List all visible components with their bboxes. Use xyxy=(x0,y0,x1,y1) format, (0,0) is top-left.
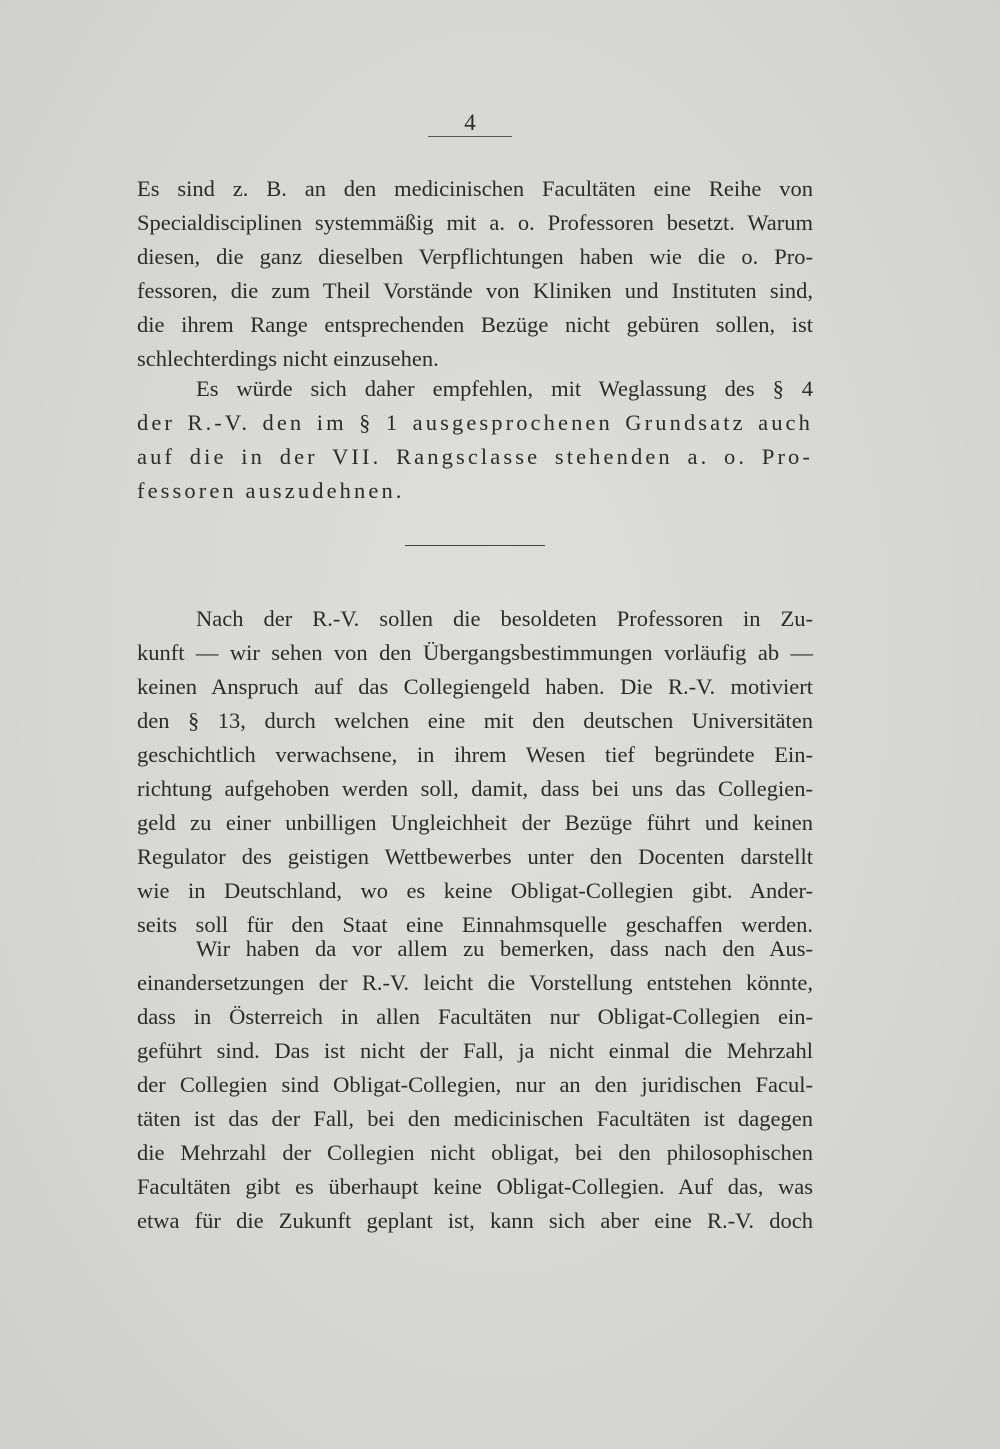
text-line: keinen Anspruch auf das Collegiengeld haben. Die R.-V. motiviert xyxy=(137,674,813,699)
text-line: richtung aufgehoben werden soll, damit, dass bei uns das Collegien- xyxy=(137,776,813,801)
text-line: seits soll für den Staat eine Einnahmsquelle geschaffen werden. xyxy=(137,912,813,937)
text-line: Es würde sich daher empfehlen, mit Weglassung des § 4 xyxy=(196,376,813,401)
text-line: diesen, die ganz dieselben Verpflichtungen haben wie die o. Pro- xyxy=(137,244,813,269)
page-number: 4 xyxy=(464,110,476,135)
text-line-spaced: der R.-V. den im § 1 ausgesprochenen Grundsatz auch xyxy=(137,410,813,435)
text-line-spaced: fessoren auszudehnen. xyxy=(137,478,405,503)
page-number-rule xyxy=(428,136,512,137)
text-line: Wir haben da vor allem zu bemerken, dass nach den Aus- xyxy=(196,936,813,961)
text-line: Specialdisciplinen systemmäßig mit a. o. Professoren besetzt. Warum xyxy=(137,210,813,235)
text-line: täten ist das der Fall, bei den medicinischen Facultäten ist dagegen xyxy=(137,1106,813,1131)
text-line: geführt sind. Das ist nicht der Fall, ja nicht einmal die Mehrzahl xyxy=(137,1038,813,1063)
text-line: fessoren, die zum Theil Vorstände von Kliniken und Instituten sind, xyxy=(137,278,813,303)
text-line: Facultäten gibt es überhaupt keine Obligat-Collegien. Auf das, was xyxy=(137,1174,813,1199)
text-line: geld zu einer unbilligen Ungleichheit der Bezüge führt und keinen xyxy=(137,810,813,835)
text-line: schlechterdings nicht einzusehen. xyxy=(137,346,439,371)
text-line: dass in Österreich in allen Facultäten nur Obligat-Collegien ein- xyxy=(137,1004,813,1029)
text-line: Regulator des geistigen Wettbewerbes unter den Docenten darstellt xyxy=(137,844,813,869)
text-line: einandersetzungen der R.-V. leicht die Vorstellung entstehen könnte, xyxy=(137,970,813,995)
text-line: Nach der R.-V. sollen die besoldeten Professoren in Zu- xyxy=(196,606,813,631)
text-line: der Collegien sind Obligat-Collegien, nur an den juridischen Facul- xyxy=(137,1072,813,1097)
text-line: wie in Deutschland, wo es keine Obligat-Collegien gibt. Ander- xyxy=(137,878,813,903)
text-line: den § 13, durch welchen eine mit den deutschen Universitäten xyxy=(137,708,813,733)
text-line-spaced: auf die in der VII. Rangsclasse stehenden a. o. Pro- xyxy=(137,444,813,469)
text-line: die Mehrzahl der Collegien nicht obligat, bei den philosophischen xyxy=(137,1140,813,1165)
text-line: die ihrem Range entsprechenden Bezüge nicht gebüren sollen, ist xyxy=(137,312,813,337)
text-line: geschichtlich verwachsene, in ihrem Wesen tief begründete Ein- xyxy=(137,742,813,767)
text-line: Es sind z. B. an den medicinischen Facultäten eine Reihe von xyxy=(137,176,813,201)
text-line: kunft — wir sehen von den Übergangsbestimmungen vorläufig ab — xyxy=(137,640,813,665)
section-divider xyxy=(405,545,545,546)
text-line: etwa für die Zukunft geplant ist, kann sich aber eine R.-V. doch xyxy=(137,1208,813,1233)
